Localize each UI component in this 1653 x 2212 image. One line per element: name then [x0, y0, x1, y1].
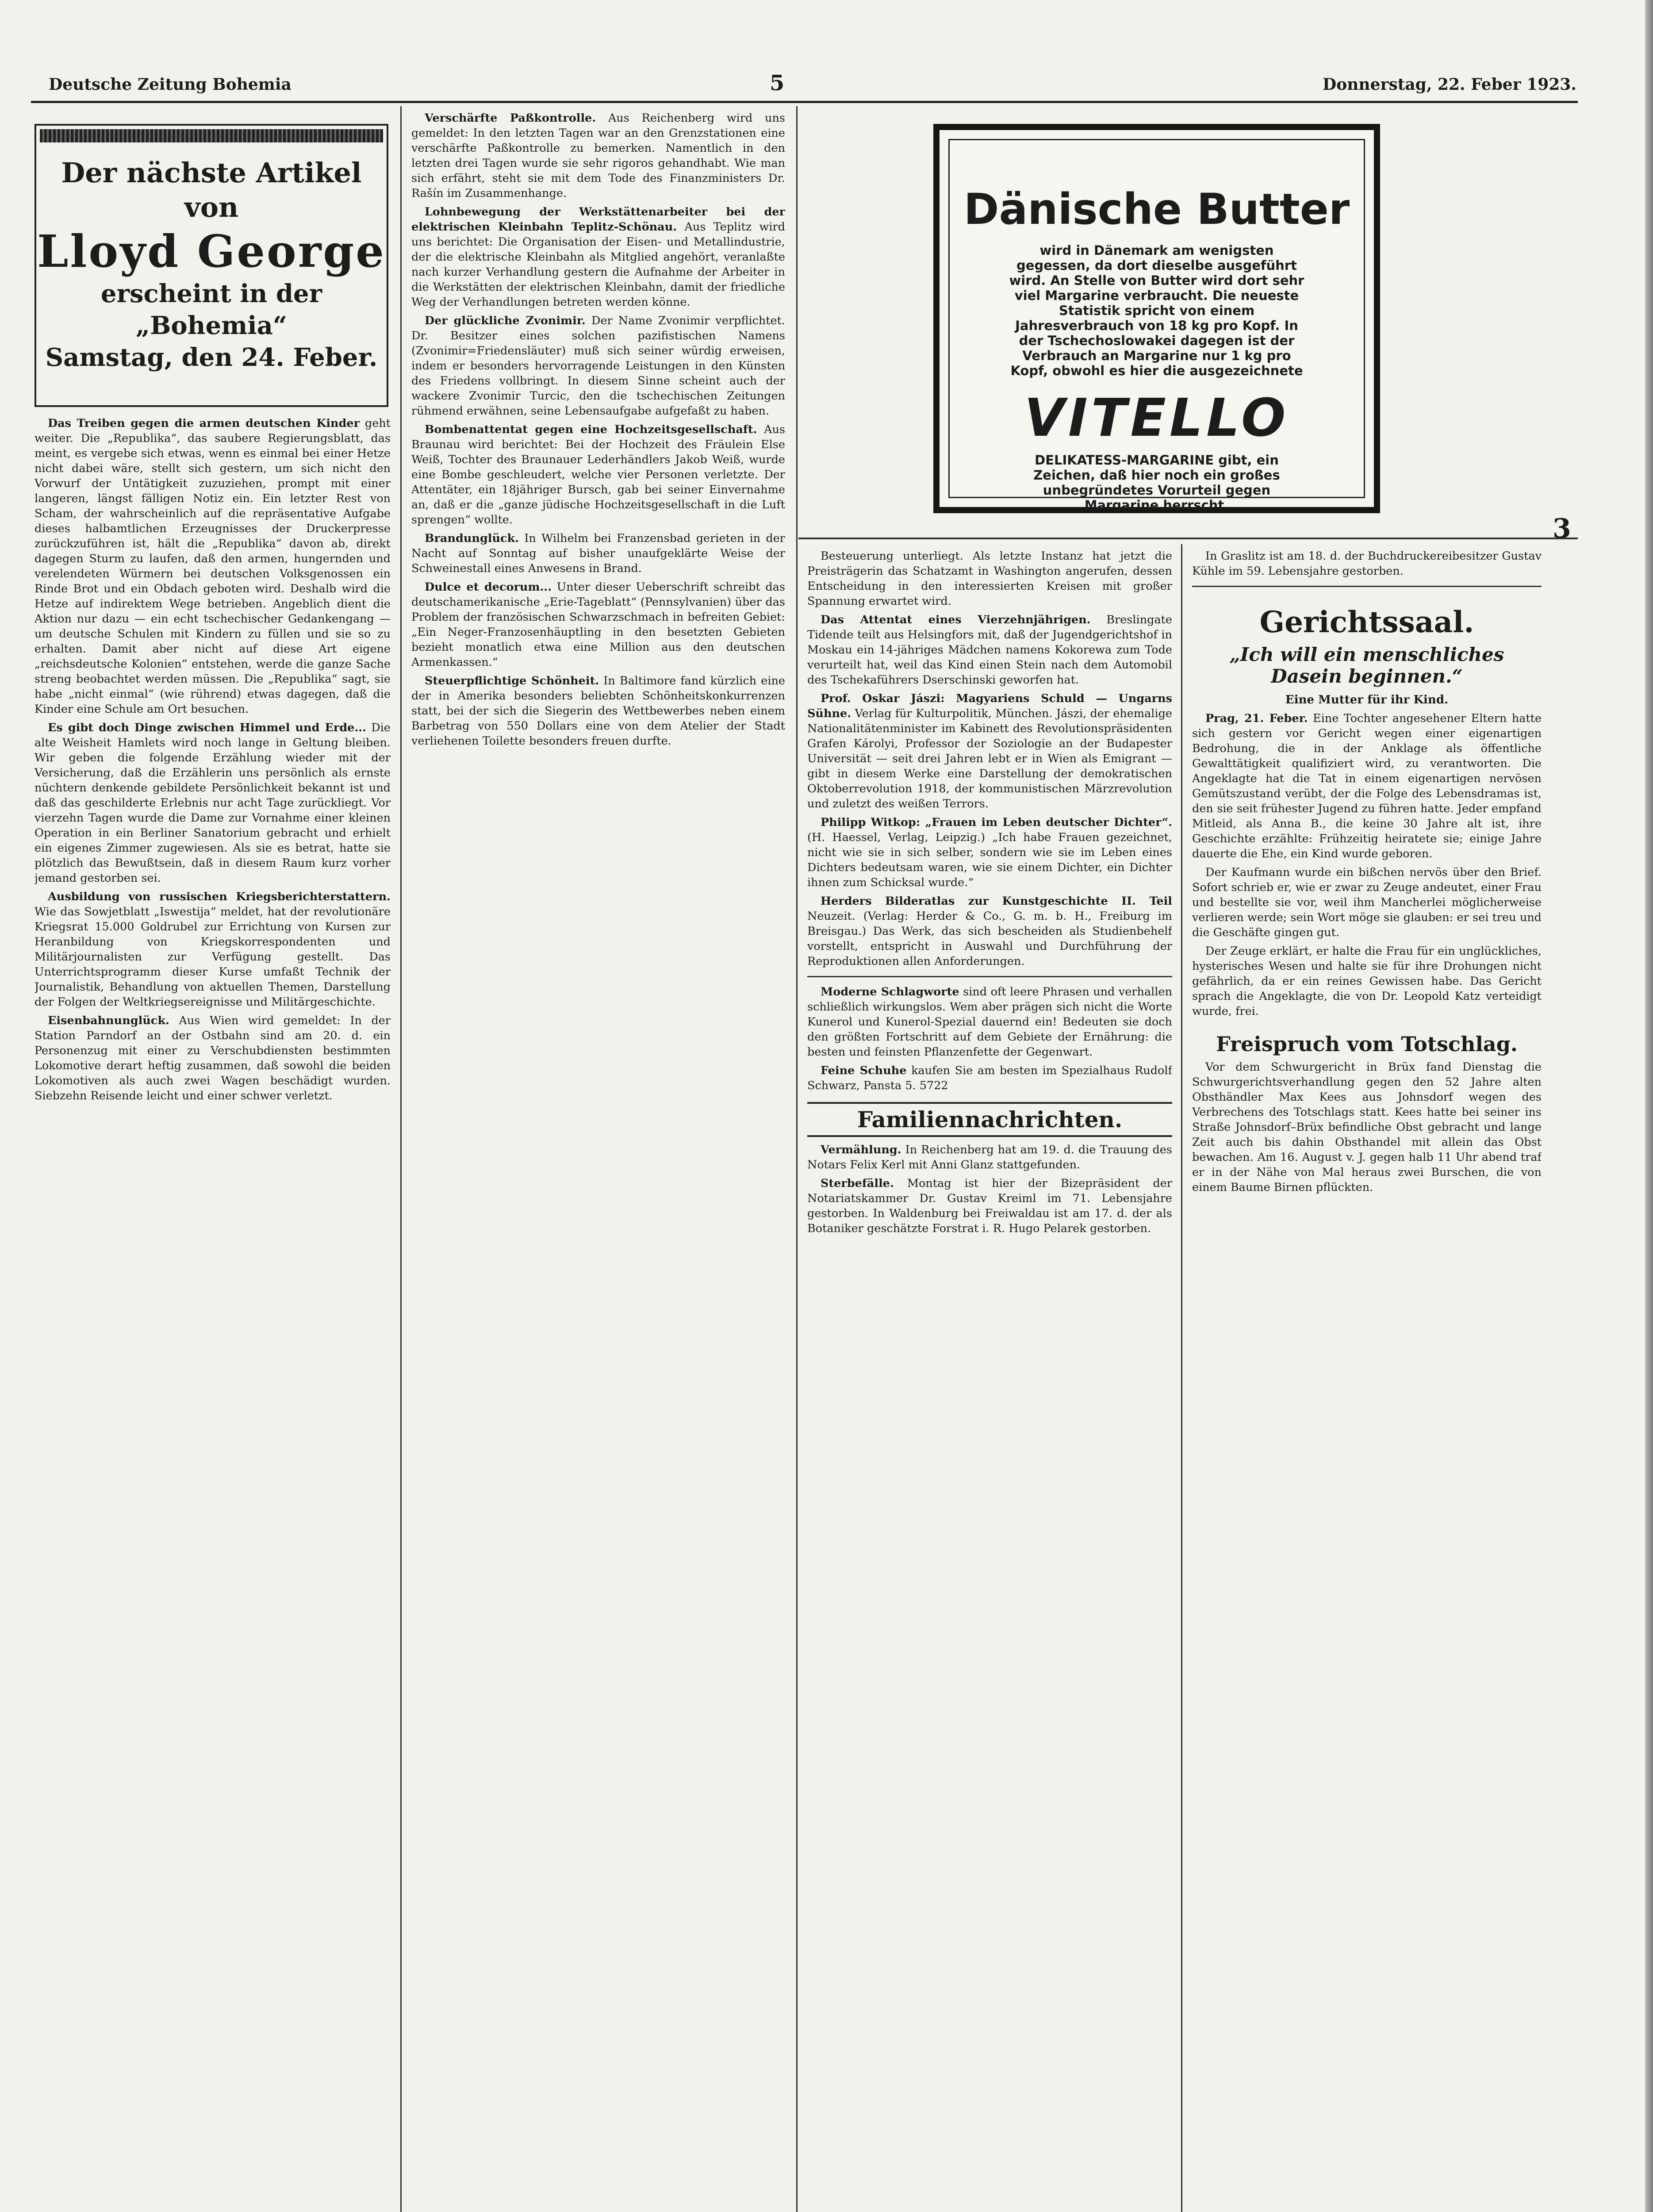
article: Das Attentat eines Vierzehnjährigen. Breslingate Tidende teilt aus Helsingfors mit, daß der Jugendgerichtshof in Moskau ein 14-jähriges Mädchen namens Kokorewa zum Tode verurteilt hat, weil das Kind einen Stein nach dem Automobil des Tschekaführers Dserschinski geworfen hat. [807, 613, 1172, 687]
article: Prof. Oskar Jászi: Magyariens Schuld — Ungarns Sühne. Verlag für Kulturpolitik, München. Jászi, der ehemalige Nationalitätenminister im Kabinett des Revolutionspräsidenten Grafen Károlyi, Professor der Soziologie an der Budapester Universität — seit drei Jahren lebt er in Wien als Emigrant — gibt in diesem Werke eine Darstellung der demokratischen Oktoberrevolution 1918, der kommunistischen Märzrevolution und zuletzt des weißen Terrors. [807, 692, 1172, 810]
article: Das Treiben gegen die armen deutschen Kinder geht weiter. Die „Republika“, das saubere Regierungsblatt, das meint, es vergebe sich etwas, wenn es einmal bei einer Hetze nicht dabei wäre, stellt sich gestern, um sich nicht den Vorwurf der Untätigkeit zuzuziehen, prompt mit einer langeren, längst fälligen Notiz ein. Ein letzter Rest von Scham, der wahrscheinlich auf die repräsentative Aufgabe dieses halbamtlichen Erzeugnisses der Druckerpresse zurückzuführen ist, hält die „Republika“ davon ab, direkt dagegen Sturm zu laufen, daß den armen, hungernden und verelendeten Würmern bei deutschen Volksgenossen ein Rinde Brot und ein Obdach geboten wird. Deshalb wird die Hetze auf indirektem Wege betrieben. Angeblich dient die Aktion nur dazu — ein echt tschechischer Gedankengang — um deutsche Schulen mit Kindern zu füllen und sie so zu erhalten. Damit aber nicht auf diese Art eigene „reichsdeutsche Kolonien“ entstehen, werde die ganze Sache streng beobachtet werden müssen. Die „Republika“ sagt, sie habe „nicht einmal“ (wie rührend) etwas dagegen, daß die Kinder eine Schule am Ort besuchen. [35, 417, 391, 716]
column-1 [35, 416, 391, 2212]
article: Es gibt doch Dinge zwischen Himmel und Erde... Die alte Weisheit Hamlets wird noch lange in Geltung bleiben. Wir geben die folgende Erzählung wieder mit der Versicherung, daß die Erzählerin uns persönlich als ernste nüchtern denkende gebildete Persönlichkeit bekannt ist und daß das geschilderte Erlebnis nur acht Tage zurückliegt. Vor vierzehn Tagen wurde die Dame zur Vornahme einer kleinen Operation in ein Berliner Sanatorium gebracht und erhielt ein eigenes Zimmer zugewiesen. Als sie es betrat, hatte sie plötzlich das Bewußtsein, daß in diesem Raum kurz vorher jemand gestorben sei. [35, 721, 391, 885]
lloyd-george-announcement [35, 124, 388, 407]
court-kicker: Eine Mutter für ihr Kind. [1285, 693, 1449, 707]
ad-bottom-rule [798, 538, 1578, 539]
announcement-line-4: Samstag, den 24. Feber. [45, 343, 378, 372]
vitello-advertisement [933, 124, 1380, 513]
article: Herders Bilderatlas zur Kunstgeschichte II. Teil Neuzeit. (Verlag: Herder & Co., G. m. b. H., Freiburg im Breisgau.) Das Werk, das sich bescheiden als Studienbehelf vorstellt, entspricht in Auswahl und Durchführung der Reproduktionen allen Anforderungen. [807, 895, 1172, 968]
court-report: Vor dem Schwurgericht in Brüx fand Dienstag die Schwurgerichtsverhandlung gegen den 52 Jahre alten Obsthändler Max Kees aus Johnsdorf wegen des Verbrechens des Totschlags statt. Kees hatte bei seiner ins Straße Johnsdorf–Brüx befindliche Obst gebracht und lange Zeit auch bis dahin Obsthandel mit allein das Obst bewachen. Am 16. August v. J. gegen halb 11 Uhr abend traf er in der Nähe von Mal heraus zwei Burschen, die von einem Baume Birnen pflückten. [1192, 1060, 1542, 1194]
column-divider [1181, 544, 1182, 2212]
court-section-title: Gerichtssaal. [1259, 605, 1474, 639]
masthead-paper-name: Deutsche Zeitung Bohemia [49, 75, 291, 94]
ad-inner-frame [948, 139, 1365, 513]
ad-brand: VITELLO [1024, 387, 1289, 448]
ad-text-2: DELIKATESS-MARGARINE gibt, ein Zeichen, daß hier noch ein großes unbegründetes Vorurteil gegen Margarine herrscht. [1033, 453, 1280, 513]
article: Besteuerung unterliegt. Als letzte Instanz hat jetzt die Preisträgerin das Schatzamt in Washington angerufen, dessen Entscheidung in den interessierten Kreisen mit großer Spannung erwartet wird. [807, 549, 1172, 608]
announcement-ornament [40, 129, 383, 142]
article: Bombenattentat gegen eine Hochzeitsgesellschaft. Aus Braunau wird berichtet: Bei der Hochzeit des Fräulein Else Weiß, Tochter des Braunauer Lederhändlers Jakob Weiß, wurde eine Bombe geschleudert, welche vier Personen verletzte. Der Attentäter, ein 18jähriger Bursch, gab bei seiner Einvernahme an, daß er die „ganze jüdische Hochzeitsgesellschaft in die Luft sprengen“ wollte. [411, 423, 785, 526]
article: Brandunglück. In Wilhelm bei Franzensbad gerieten in der Nacht auf Sonntag auf bisher unaufgeklärte Weise der Schweinestall eines Anwesens in Brand. [411, 532, 785, 575]
announcement-author: Lloyd George [37, 225, 386, 277]
family-notice: Vermählung. In Reichenberg hat am 19. d. die Trauung des Notars Felix Kerl mit Anni Glanz stattgefunden. [807, 1143, 1172, 1171]
advertisement-notice: Feine Schuhe kaufen Sie am besten im Spezialhaus Rudolf Schwarz, Pansta 5. 5722 [807, 1064, 1172, 1092]
article: Verschärfte Paßkontrolle. Aus Reichenberg wird uns gemeldet: In den letzten Tagen war an den Grenzstationen eine verschärfte Paßkontrolle zu bemerken. Namentlich in den letzten drei Tagen wurde sie sehr rigoros gehandhabt. Wie man sich erfährt, steht sie mit dem Tode des Finanzministers Dr. Rašín im Zusammenhange. [411, 111, 785, 200]
separator [1192, 586, 1542, 587]
column-divider [400, 106, 402, 2212]
announcement-line-1: Der nächste Artikel von [61, 157, 362, 223]
ad-title: Dänische Butter [963, 184, 1350, 234]
article: Steuerpflichtige Schönheit. In Baltimore fand kürzlich eine der in Amerika besonders beliebten Schönheitskonkurrenzen statt, bei der sich die Siegerin des Wettbewerbes neben einem Barbetrag von 550 Dollars eine von dem Atelier der Stadt verliehenen Toilette besonders freuen durfte. [411, 674, 785, 748]
court-subtitle: „Ich will ein menschliches Dasein beginnen.“ [1229, 644, 1504, 687]
court-report: Der Zeuge erklärt, er halte die Frau für ein unglückliches, hysterisches Wesen und halte sie für ihre Drohungen nicht gefährlich, da er ein reines Gewissen habe. Das Gericht sprach die Angeklagte, die von Dr. Leopold Katz verteidigt wurde, frei. [1192, 945, 1542, 1018]
advertisement-notice: Moderne Schlagworte sind oft leere Phrasen und verhallen schließlich wirkungslos. Wem aber prägen sich nicht die Worte Kunerol und Kunerol-Spezial dauernd ein! Bedeuten sie doch den größten Fortschritt auf dem Gebiete der Ernährung: die besten und feinsten Pflanzenfette der Gegenwart. [807, 985, 1172, 1059]
separator [807, 976, 1172, 977]
article: Der glückliche Zvonimir. Der Name Zvonimir verpflichtet. Dr. Besitzer eines solchen pazifistischen Namens (Zvonimir=Friedensläuter) muß sich seiner würdig erweisen, indem er besonders hervorragende Leistungen in den Künsten des Friedens vollbringt. In diesem Sinne scheint auch der wackere Zvonimir Turcic, den die tschechischen Zeitungen rühmend erwähnen, seine Lebensaufgabe aufgefaßt zu haben. [411, 314, 785, 418]
column-4 [1192, 549, 1542, 2212]
article: Eisenbahnunglück. Aus Wien wird gemeldet: In der Station Parndorf an der Ostbahn sind am 20. d. ein Personenzug mit einer zu Verschubdiensten bestimmten Lokomotive derart heftig zusammen, daß sowohl die beiden Lokomotiven als auch zwei Wagen beschädigt wurden. Siebzehn Reisende leicht und einer schwer verletzt. [35, 1014, 391, 1102]
scan-edge [1645, 0, 1653, 2212]
family-section-title: Familiennachrichten. [807, 1102, 1172, 1137]
header-rule [31, 101, 1578, 103]
article: Ausbildung von russischen Kriegsberichterstattern. Wie das Sowjetblatt „Iswestija“ meldet, hat der revolutionäre Kriegsrat 15.000 Goldrubel zur Errichtung von Kursen zur Heranbildung von Kriegskorrespondenten und Militärjournalisten zur Verfügung gestellt. Das Unterrichtsprogramm dieser Kurse umfaßt Technik der Journalistik, Behandlung von aktuellen Themen, Darstellung der Folgen der Weltkriegsereignisse und Militärgeschichte. [35, 890, 391, 1009]
page-number: 5 [770, 71, 785, 96]
margin-mark: 3 [1553, 513, 1571, 544]
column-3 [807, 549, 1172, 2212]
column-2 [411, 111, 785, 2212]
announcement-line-3: erscheint in der „Bohemia“ [100, 279, 322, 340]
family-notice: Sterbefälle. Montag ist hier der Bizepräsident der Notariatskammer Dr. Gustav Kreiml im 71. Lebensjahre gestorben. In Waldenburg bei Freiwaldau ist am 17. d. der als Botaniker geschätzte Forstrat i. R. Hugo Pelarek gestorben. [807, 1177, 1172, 1235]
issue-date: Donnerstag, 22. Feber 1923. [1323, 75, 1576, 94]
article: Philipp Witkop: „Frauen im Leben deutscher Dichter“. (H. Haessel, Verlag, Leipzig.) „Ich habe Frauen gezeichnet, nicht wie sie in sich selber, sondern wie sie im Leben eines Dichters bedeutsam waren, wie sie einem Dichter, ein Dichter ihnen zum Schicksal wurde.“ [807, 816, 1172, 889]
acquittal-title: Freispruch vom Totschlag. [1216, 1032, 1518, 1056]
article: Lohnbewegung der Werkstättenarbeiter bei der elektrischen Kleinbahn Teplitz-Schönau. Aus Teplitz wird uns berichtet: Die Organisation der Eisen- und Metallindustrie, der die elektrische Kleinbahn als Mitglied angehört, veranlaßte nach kurzer Verhandlung gestern die Aufnahme der Arbeiter in die Werkstätten der elektrischen Kleinbahn, damit der friedliche Weg der Verhandlungen betreten werden könne. [411, 205, 785, 309]
ad-text-1: wird in Dänemark am wenigsten gegessen, da dort dieselbe ausgeführt wird. An Stelle von Butter wird dort sehr viel Margarine verbraucht. Die neueste Statistik spricht von einem Jahresverbrauch von 18 kg pro Kopf. In der Tschechoslowakei dagegen ist der Verbrauch an Margarine nur 1 kg pro Kopf, obwohl es hier die ausgezeichnete [1009, 243, 1304, 378]
court-report: Prag, 21. Feber. Eine Tochter angesehener Eltern hatte sich gestern vor Gericht wegen einer eigenartigen Bedrohung, die in der Anklage als öffentliche Gewalttätigkeit qualifiziert wird, zu verantworten. Die Angeklagte hat die Tat in einem eigenartigen nervösen Gemütszustand verübt, der die Folge des Lebensdramas ist, den sie seit frühester Jugend zu führen hatte. Jeder empfand Mitleid, als Anna B., die keine 30 Jahre alt ist, ihre Geschichte erzählte: Frühzeitig heiratete sie; einige Jahre dauerte die Ehe, ein Kind wurde geboren. [1192, 712, 1542, 860]
court-report: Der Kaufmann wurde ein bißchen nervös über den Brief. Sofort schrieb er, wie er zwar zu Zeuge andeutet, einer Frau und bestellte sie vor, weil ihm Mancherlei möglicherweise verlieren werde; sein Wort möge sie glauben: er sei treu und die Geschäfte gingen gut. [1192, 866, 1542, 939]
column-divider [796, 106, 798, 2212]
article: Dulce et decorum... Unter dieser Ueberschrift schreibt das deutschamerikanische „Erie-Tageblatt“ (Pennsylvanien) über das Problem der französischen Schwarzschmach in befreiten Gebiet: „Ein Neger-Franzosenhäuptling in den besetzten Gebieten bezieht monatlich etwa eine Million aus den deutschen Armenkassen.“ [411, 580, 785, 669]
obituary: In Graslitz ist am 18. d. der Buchdruckereibesitzer Gustav Kühle im 59. Lebensjahre gestorben. [1192, 549, 1542, 578]
